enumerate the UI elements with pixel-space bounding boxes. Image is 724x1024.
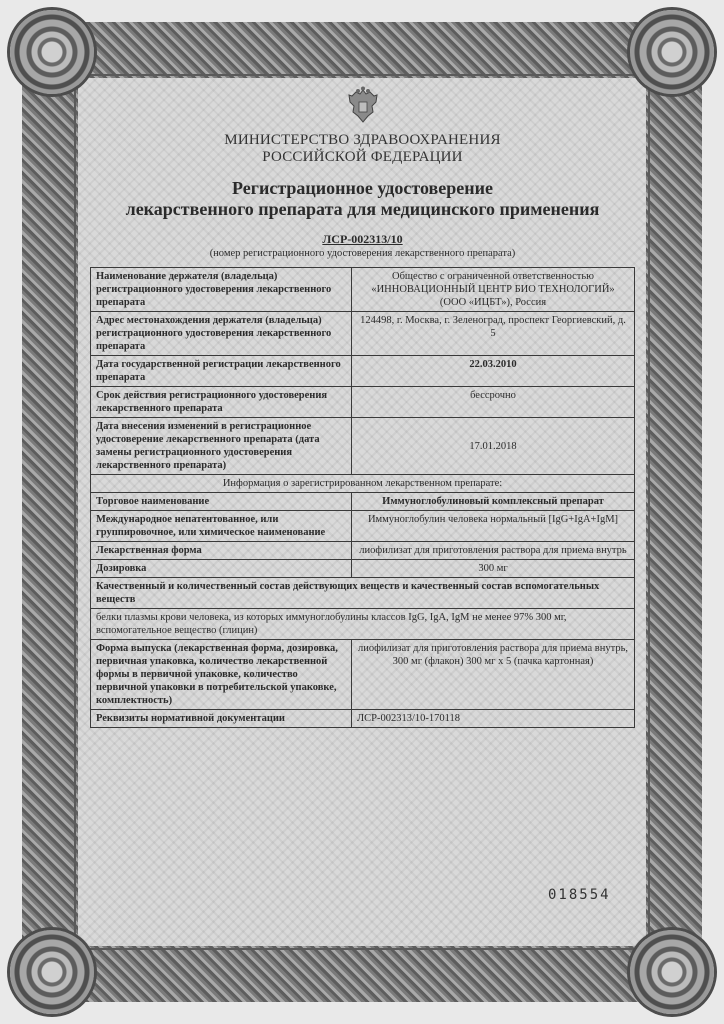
- corner-rosette-top-right: [630, 10, 714, 94]
- corner-rosette-bottom-left: [10, 930, 94, 1014]
- release-form-label: Форма выпуска (лекарственная форма, дозировка, первичная упаковка, количество лекарственной формы в первичной упаковке, количество первичной упаковки в потребительской упаковке, комплектность): [91, 640, 352, 710]
- ministry-name: [90, 132, 635, 166]
- validity-value: бессрочно: [352, 387, 635, 418]
- table-row: [91, 560, 635, 578]
- dosage-label: Дозировка: [91, 560, 352, 578]
- table-row: [91, 609, 635, 640]
- table-row: [91, 511, 635, 542]
- table-row: [91, 312, 635, 356]
- inn-label: Международное непатентованное, или группировочное, или химическое наименование: [91, 511, 352, 542]
- dosage-form-label: Лекарственная форма: [91, 542, 352, 560]
- composition-value: белки плазмы крови человека, из которых иммуноглобулины классов IgG, IgA, IgM не менее 97% 300 мг, вспомогательное вещество (глицин): [91, 609, 635, 640]
- trade-name-value: Иммуноглобулиновый комплексный препарат: [352, 493, 635, 511]
- inn-value: Иммуноглобулин человека нормальный [IgG+IgA+IgM]: [352, 511, 635, 542]
- table-row: [91, 387, 635, 418]
- ministry-line-1: МИНИСТЕРСТВО ЗДРАВООХРАНЕНИЯ: [224, 132, 501, 148]
- russian-coat-of-arms-icon: [346, 86, 380, 126]
- holder-address-value: 124498, г. Москва, г. Зеленоград, проспект Георгиевский, д. 5: [352, 312, 635, 356]
- title-line-2: лекарственного препарата для медицинского применения: [125, 199, 600, 219]
- dosage-value: 300 мг: [352, 560, 635, 578]
- table-row: [91, 542, 635, 560]
- change-date-label: Дата внесения изменений в регистрационное удостоверение лекарственного препарата (дата замены регистрационного удостоверения лекарственного препарата): [91, 418, 352, 475]
- release-form-value: лиофилизат для приготовления раствора для приема внутрь, 300 мг (флакон) 300 мг х 5 (пачка картонная): [352, 640, 635, 710]
- ministry-line-2: РОССИЙСКОЙ ФЕДЕРАЦИИ: [262, 149, 463, 165]
- holder-name-value: Общество с ограниченной ответственностью «ИННОВАЦИОННЫЙ ЦЕНТР БИО ТЕХНОЛОГИЙ» (ООО «ИЦБТ»), Россия: [352, 268, 635, 312]
- normative-doc-label: Реквизиты нормативной документации: [91, 710, 352, 728]
- certificate-table: [90, 267, 635, 728]
- certificate-content: [90, 86, 635, 728]
- table-row: [91, 578, 635, 609]
- document-title: [90, 178, 635, 220]
- corner-rosette-top-left: [10, 10, 94, 94]
- normative-doc-value: ЛСР-002313/10-170118: [352, 710, 635, 728]
- registration-date-label: Дата государственной регистрации лекарственного препарата: [91, 356, 352, 387]
- change-date-value: 17.01.2018: [352, 418, 635, 475]
- registration-number-caption: (номер регистрационного удостоверения лекарственного препарата): [209, 248, 516, 259]
- table-row: [91, 418, 635, 475]
- table-row: [91, 640, 635, 710]
- title-line-1: Регистрационное удостоверение: [232, 178, 493, 198]
- table-row: [91, 710, 635, 728]
- drug-info-header: Информация о зарегистрированном лекарственном препарате:: [91, 475, 635, 493]
- registration-number: ЛСР-002313/10: [322, 232, 403, 246]
- composition-label: Качественный и количественный состав действующих веществ и качественный состав вспомогательных веществ: [91, 578, 635, 609]
- table-row: [91, 268, 635, 312]
- trade-name-label: Торговое наименование: [91, 493, 352, 511]
- dosage-form-value: лиофилизат для приготовления раствора для приема внутрь: [352, 542, 635, 560]
- table-row: [91, 493, 635, 511]
- validity-label: Срок действия регистрационного удостоверения лекарственного препарата: [91, 387, 352, 418]
- registration-date-value: 22.03.2010: [352, 356, 635, 387]
- table-row: [91, 475, 635, 493]
- serial-number: 018554: [548, 887, 611, 903]
- holder-address-label: Адрес местонахождения держателя (владельца) регистрационного удостоверения лекарственного препарата: [91, 312, 352, 356]
- holder-name-label: Наименование держателя (владельца) регистрационного удостоверения лекарственного препарата: [91, 268, 352, 312]
- table-row: [91, 356, 635, 387]
- corner-rosette-bottom-right: [630, 930, 714, 1014]
